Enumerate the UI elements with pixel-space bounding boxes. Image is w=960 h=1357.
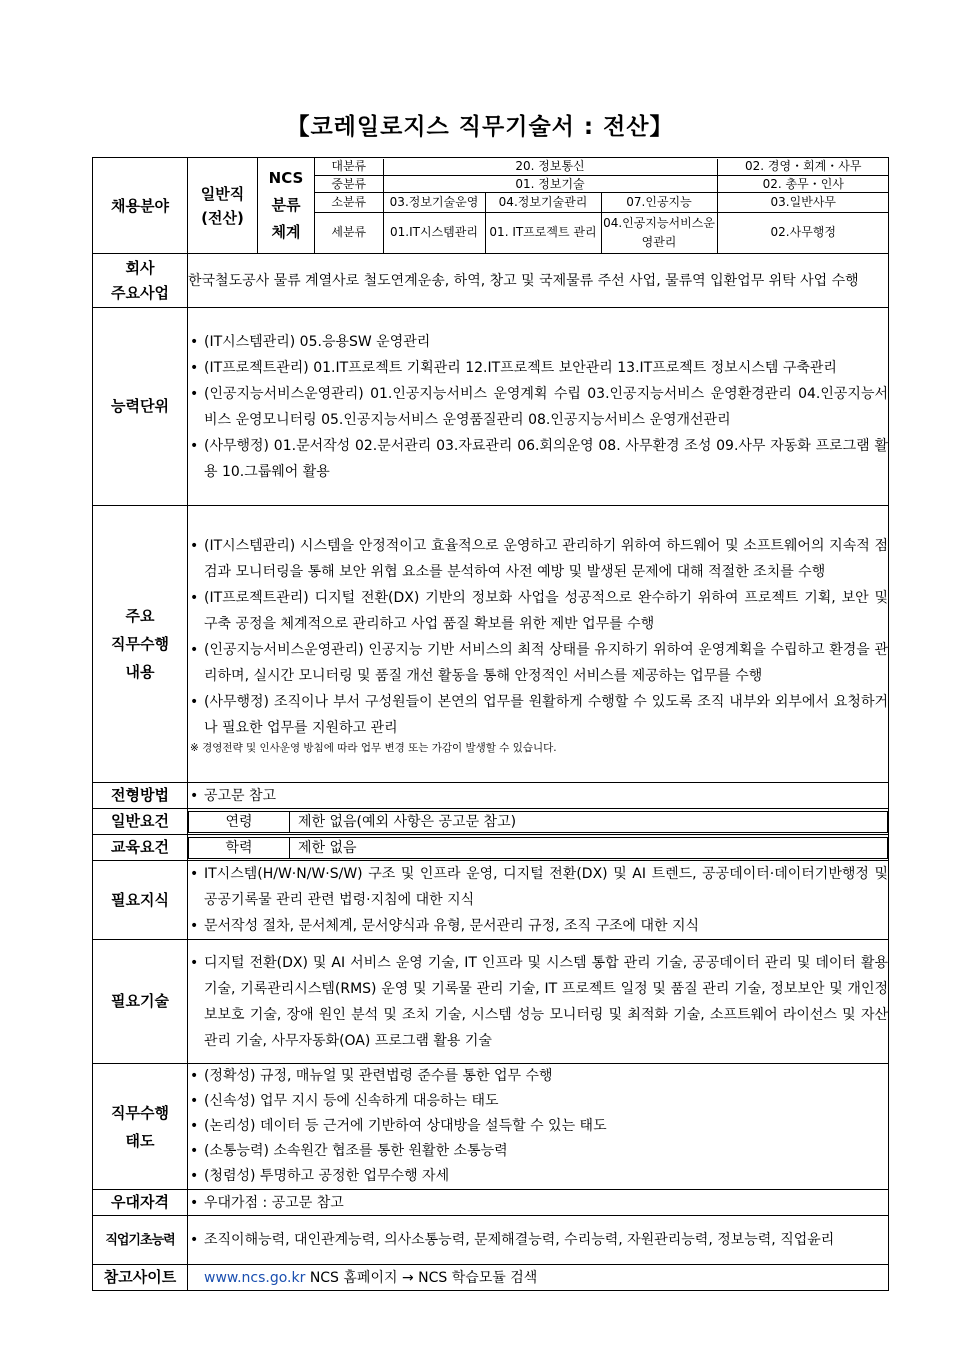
middle-label: 중분류 xyxy=(315,176,383,193)
selection-label: 전형방법 xyxy=(93,783,188,809)
duties-note: ※ 경영전략 및 인사운영 방침에 따라 업무 변경 또는 가감이 발생할 수 있습니다. xyxy=(190,742,557,754)
reference-content xyxy=(188,1265,889,1291)
selection-content xyxy=(188,783,889,809)
skills-content xyxy=(188,940,889,1064)
list-item: • 디지털 전환(DX) 및 AI 서비스 운영 기술, IT 인프라 및 시스템 통합 관리 기술, 공공데이터 관리 및 데이터 활용 기술, 기록관리시스템(RMS) 운영 및 기록물 관리 기술, IT 프로젝트 일정 및 품질 관리 기술, 정보보안 및 개인정보보호 기술, 장애 원인 분석 및 조치 기술, 시스템 성능 모니터링 및 최적화 기술, 소프트웨어 라이선스 및 자산 관리 기술, 사무자동화(OA) 프로그램 활용 기술 xyxy=(188,950,888,1054)
list-item: • (IT프로젝트관리) 01.IT프로젝트 기획관리 12.IT프로젝트 보안관리 13.IT프로젝트 정보시스템 구축관리 xyxy=(188,355,888,381)
ability-label: 능력단위 xyxy=(93,308,188,506)
page-title: 【코레일로지스 직무기술서 : 전산】 xyxy=(286,114,674,140)
preferred-content xyxy=(188,1190,889,1216)
ncs-label-1: NCS xyxy=(268,169,304,187)
general-content xyxy=(188,809,889,835)
general-key: 연령 xyxy=(189,811,290,832)
ncs-link[interactable]: www.ncs.go.kr xyxy=(204,1269,306,1286)
minor-label: 소분류 xyxy=(315,193,383,213)
skills-label: 필요기술 xyxy=(93,940,188,1064)
minor-b: 03.일반사무 xyxy=(717,193,889,213)
job-type-sub: (전산) xyxy=(201,208,244,227)
duties-content xyxy=(188,506,889,783)
attitude-label-2: 태도 xyxy=(125,1131,155,1150)
minor-a3: 07.인공지능 xyxy=(601,193,717,213)
education-label: 교육요건 xyxy=(93,835,188,861)
detail-b: 02.사무행정 xyxy=(717,213,889,253)
list-item: • (청렴성) 투명하고 공정한 업무수행 자세 xyxy=(188,1164,888,1189)
list-item: • (소통능력) 소속원간 협조를 통한 원활한 소통능력 xyxy=(188,1139,888,1164)
duties-label-3: 내용 xyxy=(125,663,155,681)
basic-content xyxy=(188,1216,889,1265)
reference-label: 참고사이트 xyxy=(93,1265,188,1291)
attitude-list xyxy=(188,1064,888,1189)
attitude-label xyxy=(93,1064,188,1190)
major-label: 대분류 xyxy=(315,159,383,176)
minor-a1: 03.정보기술운영 xyxy=(383,193,485,213)
ncs-classification xyxy=(315,158,889,254)
major-a: 20. 정보통신 xyxy=(383,159,717,176)
attitude-content xyxy=(188,1064,889,1190)
attitude-label-1: 직무수행 xyxy=(111,1103,169,1122)
skills-list xyxy=(188,950,888,1054)
business-label xyxy=(93,254,188,308)
field-label: 채용분야 xyxy=(93,158,188,254)
education-key: 학력 xyxy=(189,837,290,858)
detail-a3: 04.인공지능서비스운영관리 xyxy=(601,213,717,253)
detail-a2: 01. IT프로젝트 관리 xyxy=(485,213,601,253)
ncs-label xyxy=(258,158,315,254)
business-label-2: 주요사업 xyxy=(111,283,169,302)
knowledge-label: 필요지식 xyxy=(93,861,188,940)
job-description-table xyxy=(92,157,889,1291)
business-text: 한국철도공사 물류 계열사로 철도연계운송, 하역, 창고 및 국제물류 주선 사업, 물류역 입환업무 위탁 사업 수행 xyxy=(188,254,889,308)
list-item: • 문서작성 절차, 문서체계, 문서양식과 유형, 문서관리 규정, 조직 구조에 대한 지식 xyxy=(188,913,888,939)
major-b: 02. 경영・회계・사무 xyxy=(717,159,889,176)
list-item: • 공고문 참고 xyxy=(188,787,888,805)
list-item: • (IT시스템관리) 05.응용SW 운영관리 xyxy=(188,329,888,355)
list-item: • (논리성) 데이터 등 근거에 기반하여 상대방을 설득할 수 있는 태도 xyxy=(188,1114,888,1139)
detail-label: 세분류 xyxy=(315,213,383,253)
ncs-classification-table xyxy=(315,159,889,253)
job-type-name: 일반직 xyxy=(200,184,245,203)
duties-list xyxy=(188,533,888,741)
ability-content xyxy=(188,308,889,506)
list-item: • (IT시스템관리) 시스템을 안정적이고 효율적으로 운영하고 관리하기 위하여 하드웨어 및 소프트웨어의 지속적 점검과 모니터링을 통해 보안 위협 요소를 분석하여 사전 예방 및 발생된 문제에 대해 적절한 조치를 수행 xyxy=(188,533,888,585)
business-label-1: 회사 xyxy=(125,258,155,277)
basic-label: 직업기초능력 xyxy=(93,1216,188,1265)
list-item: • IT시스템(H/W·N/W·S/W) 구조 및 인프라 운영, 디지털 전환(DX) 및 AI 트렌드, 공공데이터·데이터기반행정 및 공공기록물 관리 관련 법령·지침에 대한 지식 xyxy=(188,861,888,913)
education-content xyxy=(188,835,889,861)
list-item: • 우대가점 : 공고문 참고 xyxy=(188,1194,888,1212)
list-item: • (신속성) 업무 지시 등에 신속하게 대응하는 태도 xyxy=(188,1089,888,1114)
list-item: • (IT프로젝트관리) 디지털 전환(DX) 기반의 정보화 사업을 성공적으로 완수하기 위하여 프로젝트 기획, 보안 및 구축 공정을 체계적으로 관리하고 사업 품질 확보를 위한 제반 업무를 수행 xyxy=(188,585,888,637)
list-item: • (사무행정) 조직이나 부서 구성원들이 본연의 업무를 원활하게 수행할 수 있도록 조직 내부와 외부에서 요청하거나 필요한 업무를 지원하고 관리 xyxy=(188,689,888,741)
general-label: 일반요건 xyxy=(93,809,188,835)
list-item: • (인공지능서비스운영관리) 인공지능 기반 서비스의 최적 상태를 유지하기 위하여 운영계획을 수립하고 환경을 관리하며, 실시간 모니터링 및 품질 개선 활동을 통해 안정적인 서비스를 제공하는 업무를 수행 xyxy=(188,637,888,689)
list-item: • (정확성) 규정, 매뉴얼 및 관련법령 준수를 통한 업무 수행 xyxy=(188,1064,888,1089)
middle-a: 01. 정보기술 xyxy=(383,176,717,193)
knowledge-list xyxy=(188,861,888,939)
education-value: 제한 없음 xyxy=(290,837,888,858)
duties-label xyxy=(93,506,188,783)
job-type xyxy=(188,158,258,254)
list-item: • (인공지능서비스운영관리) 01.인공지능서비스 운영계획 수립 03.인공지능서비스 운영환경관리 04.인공지능서비스 운영모니터링 05.인공지능서비스 운영품질관리 08.인공지능서비스 운영개선관리 xyxy=(188,381,888,433)
list-item: • 조직이해능력, 대인관계능력, 의사소통능력, 문제해결능력, 수리능력, 자원관리능력, 정보능력, 직업윤리 xyxy=(188,1229,888,1252)
ability-list xyxy=(188,329,888,485)
reference-text: NCS 홈페이지 → NCS 학습모듈 검색 xyxy=(309,1269,538,1286)
ncs-label-3: 체계 xyxy=(271,223,301,241)
middle-b: 02. 총무・인사 xyxy=(717,176,889,193)
ncs-label-2: 분류 xyxy=(271,196,301,214)
detail-a1: 01.IT시스템관리 xyxy=(383,213,485,253)
minor-a2: 04.정보기술관리 xyxy=(485,193,601,213)
preferred-label: 우대자격 xyxy=(93,1190,188,1216)
knowledge-content xyxy=(188,861,889,940)
list-item: • (사무행정) 01.문서작성 02.문서관리 03.자료관리 06.회의운영 08. 사무환경 조성 09.사무 자동화 프로그램 활용 10.그룹웨어 활용 xyxy=(188,433,888,485)
general-value: 제한 없음(예외 사항은 공고문 참고) xyxy=(290,811,888,832)
duties-label-2: 직무수행 xyxy=(111,635,169,653)
duties-label-1: 주요 xyxy=(125,607,155,625)
